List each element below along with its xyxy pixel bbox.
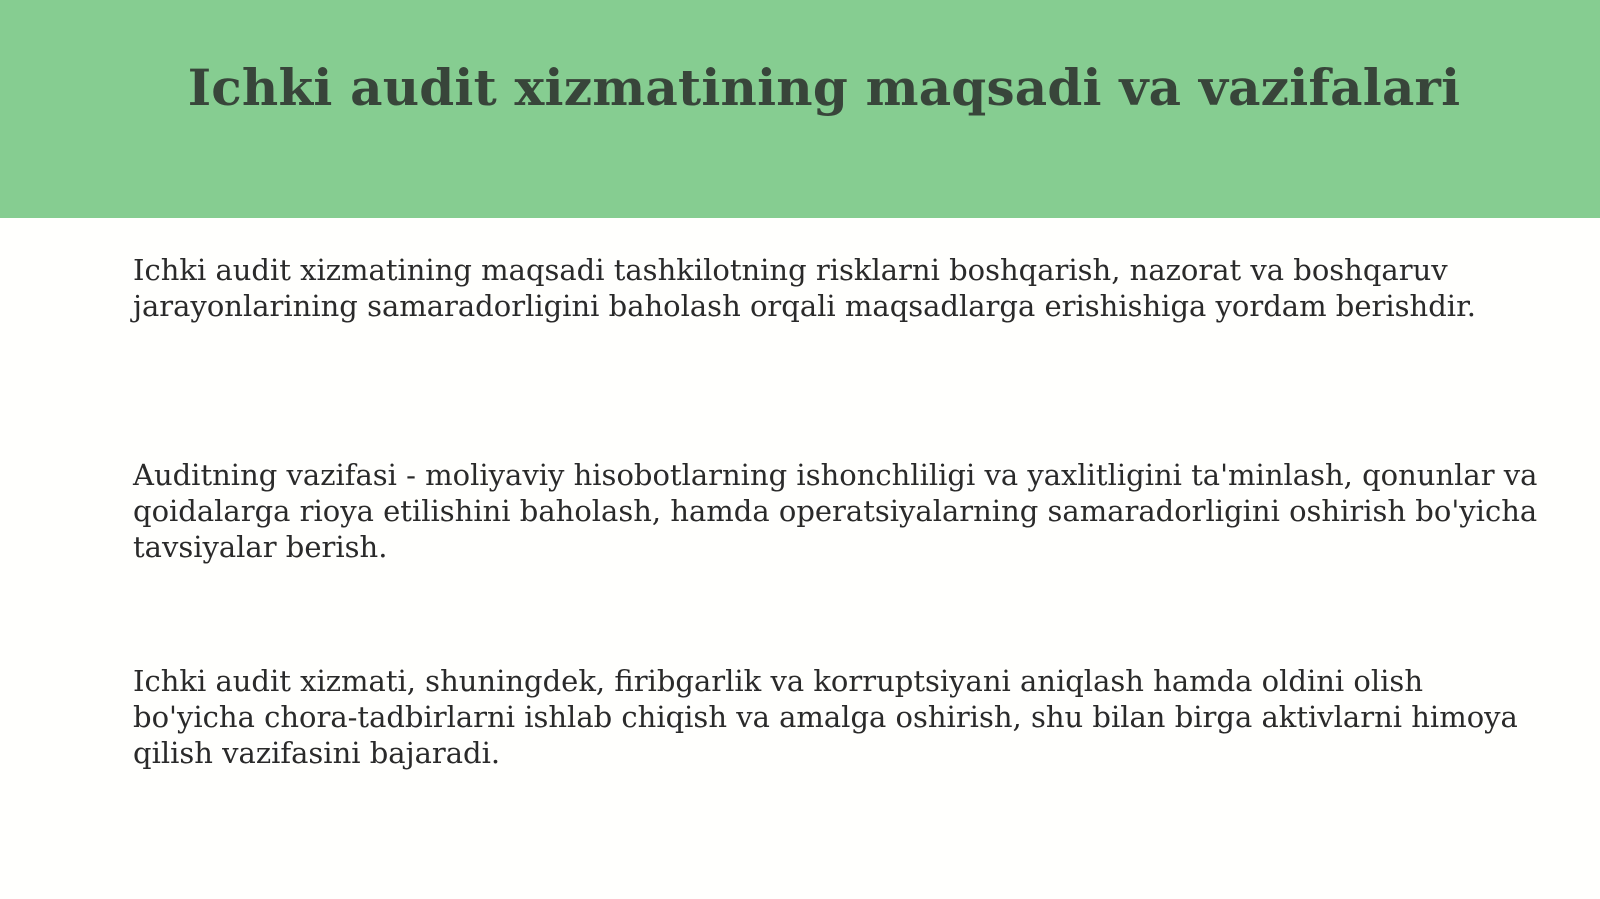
title-banner	[0, 0, 1600, 218]
paragraph-fraud-prevention: Ichki audit xizmati, shuningdek, firibgarlik va korruptsiyani aniqlash hamda oldini olish bo'yicha chora-tadbirlarni ishlab chiqish va amalga oshirish, shu bilan birga aktivlarni himoya qilish vazifasini bajaradi.	[133, 664, 1518, 770]
slide-title: Ichki audit xizmatining maqsadi va vazifalari	[187, 58, 1461, 117]
paragraph-tasks: Auditning vazifasi - moliyaviy hisobotlarning ishonchliligi va yaxlitligini ta'minlash, qonunlar va qoidalarga rioya etilishini baholash, hamda operatsiyalarning samaradorligini oshirish bo'yicha tavsiyalar berish.	[133, 458, 1538, 564]
paragraph-purpose: Ichki audit xizmatining maqsadi tashkilotning risklarni boshqarish, nazorat va boshqaruv jarayonlarining samaradorligini baholash orqali maqsadlarga erishishiga yordam berishdir.	[133, 253, 1476, 323]
